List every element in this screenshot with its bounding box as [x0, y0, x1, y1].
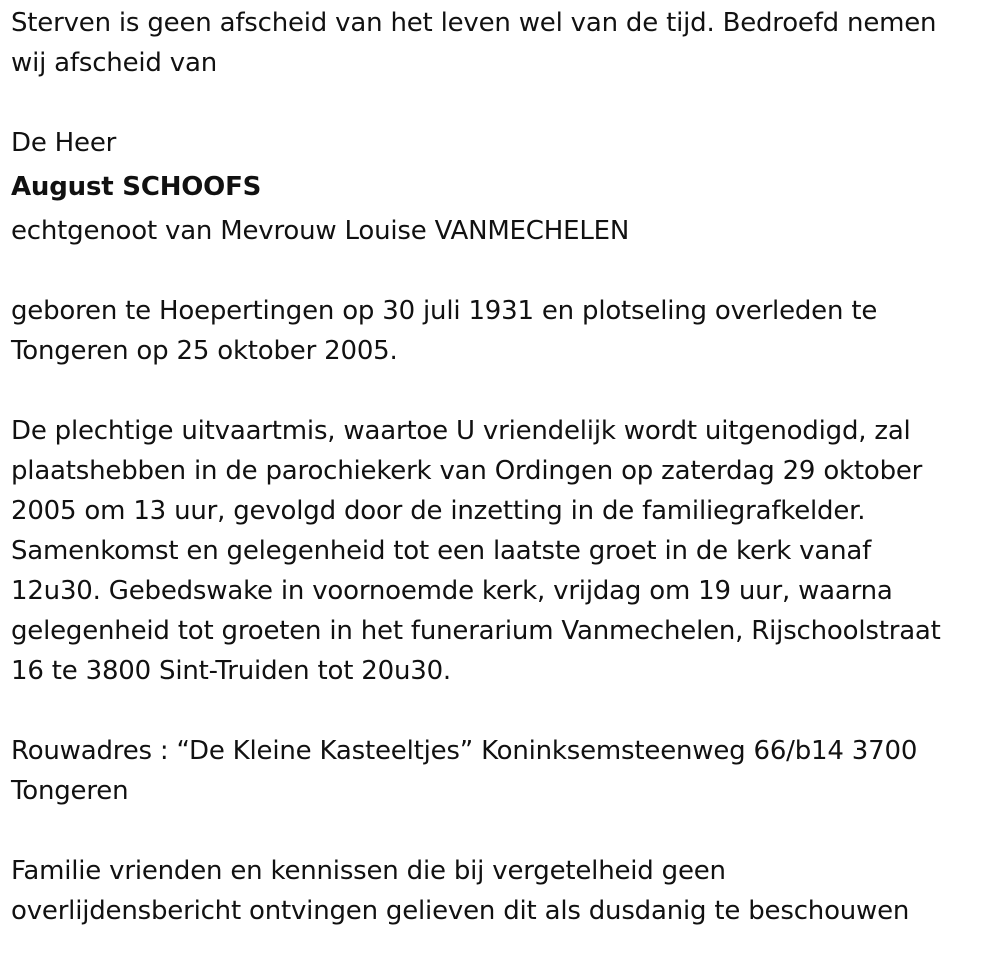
- deceased-spouse: echtgenoot van Mevrouw Louise VANMECHELEN: [11, 216, 630, 246]
- address-line-1: Rouwadres : “De Kleine Kasteeltjes” Koninksemsteenweg 66/b14 3700: [11, 736, 918, 766]
- blank-line: [11, 691, 990, 731]
- ceremony-line-3: 2005 om 13 uur, gevolgd door de inzetting in de familiegrafkelder.: [11, 496, 866, 526]
- birth-death-line-2: Tongeren op 25 oktober 2005.: [11, 336, 398, 366]
- deceased-title: De Heer: [11, 128, 117, 158]
- birth-death-line-1: geboren te Hoepertingen op 30 juli 1931 en plotseling overleden te: [11, 296, 878, 326]
- closing-line-1: Familie vrienden en kennissen die bij vergetelheid geen: [11, 856, 726, 886]
- blank-line: [11, 371, 990, 411]
- ceremony-line-1: De plechtige uitvaartmis, waartoe U vriendelijk wordt uitgenodigd, zal: [11, 416, 911, 446]
- intro-line-2: wij afscheid van: [11, 48, 217, 78]
- blank-line: [11, 83, 990, 123]
- deceased-name: August SCHOOFS: [11, 172, 262, 202]
- blank-line: [11, 811, 990, 851]
- ceremony-line-2: plaatshebben in de parochiekerk van Ordingen op zaterdag 29 oktober: [11, 456, 923, 486]
- ceremony-line-6: gelegenheid tot groeten in het funerarium Vanmechelen, Rijschoolstraat: [11, 616, 941, 646]
- address-line-2: Tongeren: [11, 776, 129, 806]
- ceremony-line-5: 12u30. Gebedswake in voornoemde kerk, vrijdag om 19 uur, waarna: [11, 576, 893, 606]
- intro-line-1: Sterven is geen afscheid van het leven wel van de tijd. Bedroefd nemen: [11, 8, 937, 38]
- ceremony-line-4: Samenkomst en gelegenheid tot een laatste groet in de kerk vanaf: [11, 536, 872, 566]
- closing-line-2: overlijdensbericht ontvingen gelieven dit als dusdanig te beschouwen: [11, 896, 910, 926]
- ceremony-line-7: 16 te 3800 Sint-Truiden tot 20u30.: [11, 656, 451, 686]
- blank-line: [11, 251, 990, 291]
